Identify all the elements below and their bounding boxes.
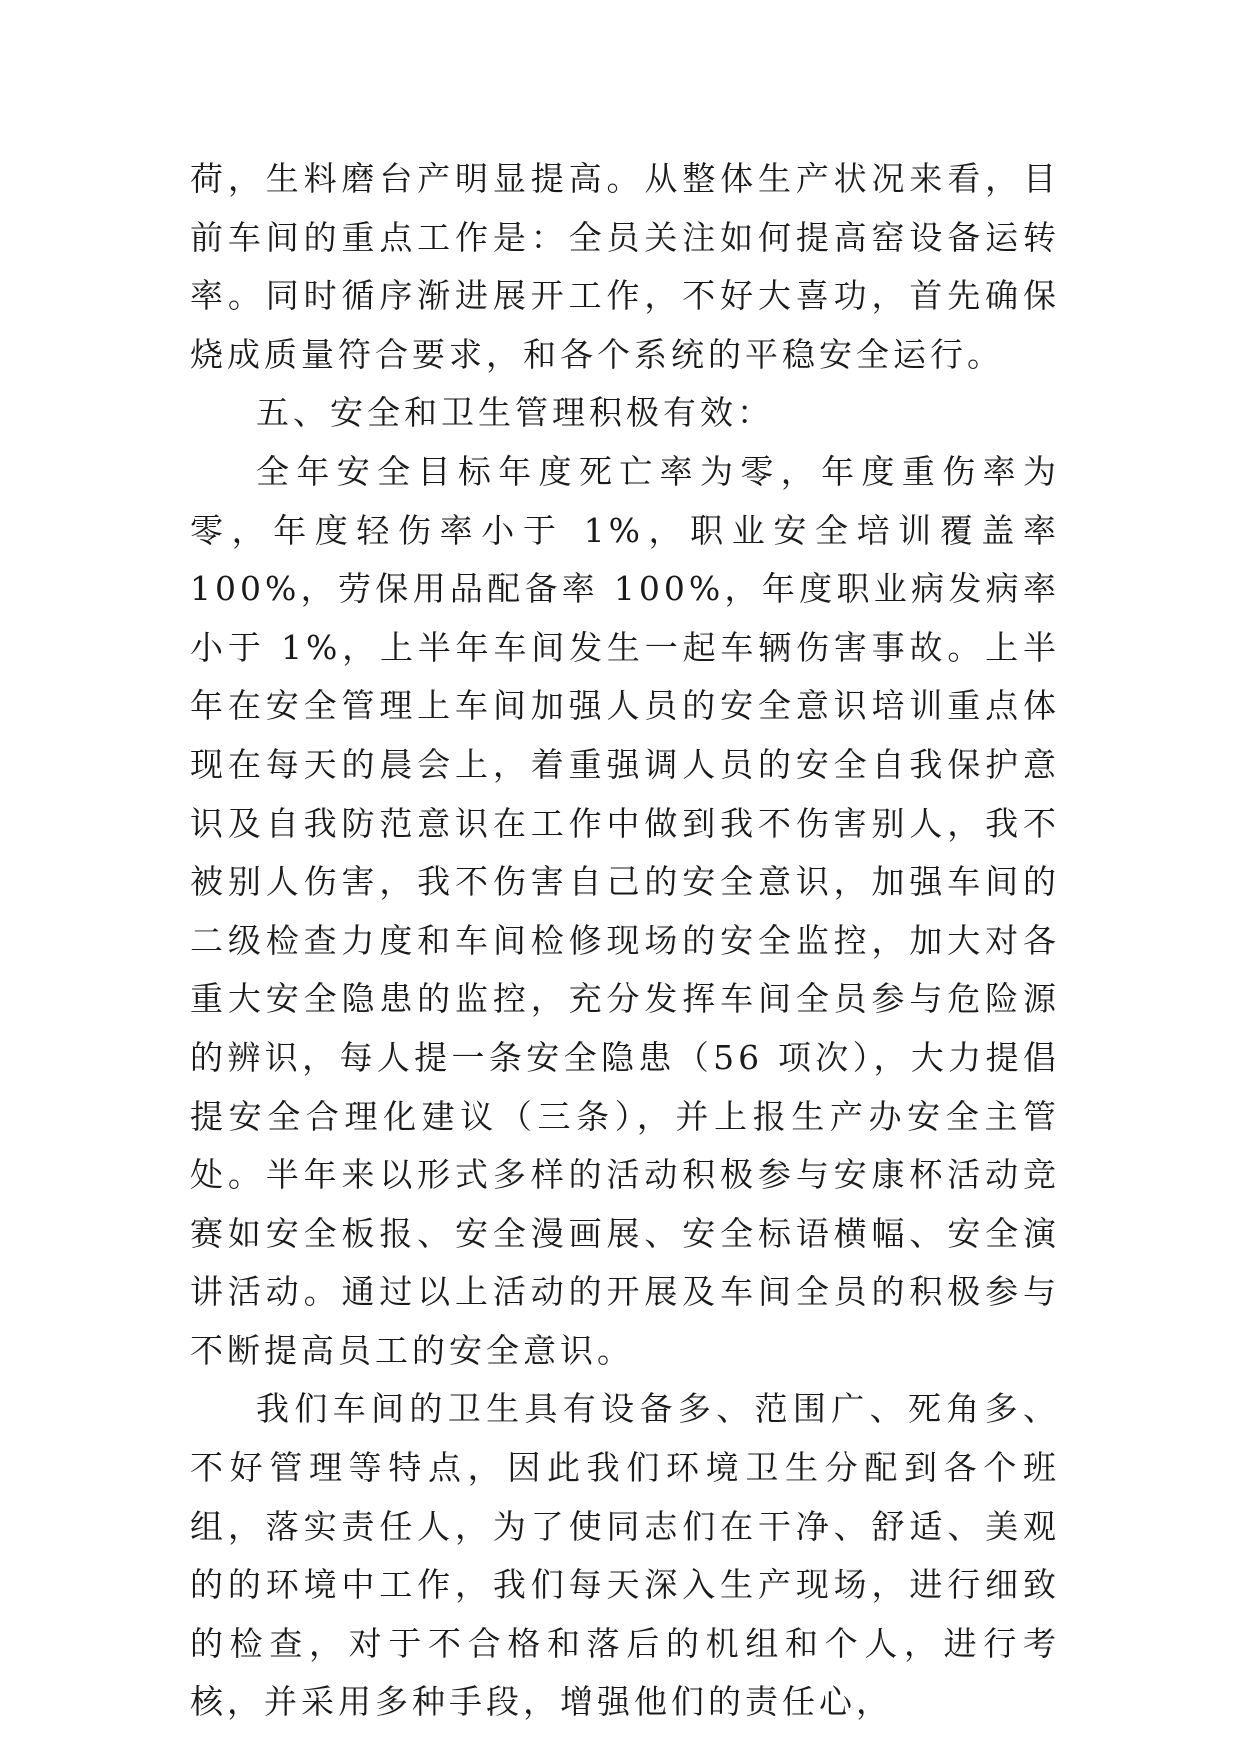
paragraph-safety: 全年安全目标年度死亡率为零，年度重伤率为零，年度轻伤率小于 1%，职业安全培训覆盖率 100%，劳保用品配备率 100%，年度职业病发病率小于 1%，上半年车间发生一起车辆伤害事故。上半年在安全管理上车间加强人员的安全意识培训重点体现在每天的晨会上，着重强调人员的安全自我保护意识及自我防范意识在工作中做到我不伤害别人，我不被别人伤害，我不伤害自己的安全意识，加强车间的二级检查力度和车间检修现场的安全监控，加大对各重大安全隐患的监控，充分发挥车间全员参与危险源的辨识，每人提一条安全隐患（56 项次），大力提倡提安全合理化建议（三条），并上报生产办安全主管处。半年来以形式多样的活动积极参与安康杯活动竞赛如安全板报、安全漫画展、安全标语横幅、安全演讲活动。通过以上活动的开展及车间全员的积极参与不断提高员工的安全意识。 — [190, 451, 1060, 1370]
document-body — [190, 150, 1060, 1732]
paragraph-continuation: 荷，生料磨台产明显提高。从整体生产状况来看，目前车间的重点工作是：全员关注如何提高窑设备运转率。同时循序渐进展开工作，不好大喜功，首先确保烧成质量符合要求，和各个系统的平稳安全运行。 — [190, 159, 1060, 374]
paragraph-hygiene: 我们车间的卫生具有设备多、范围广、死角多、不好管理等特点，因此我们环境卫生分配到各个班组，落实责任人，为了使同志们在干净、舒适、美观的的环境中工作，我们每天深入生产现场，进行细致的检查，对于不合格和落后的机组和个人，进行考核，并采用多种手段，增强他们的责任心， — [190, 1389, 1060, 1722]
section-heading-safety-hygiene: 五、安全和卫生管理积极有效： — [256, 393, 774, 433]
